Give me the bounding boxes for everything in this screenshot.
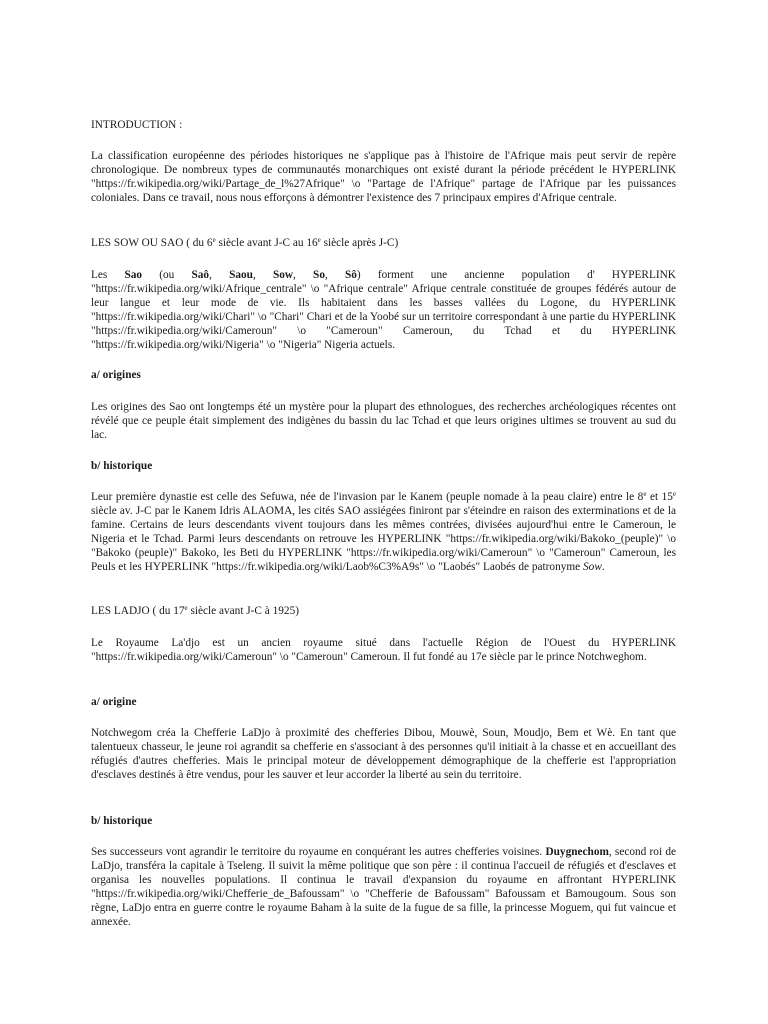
sao-hist-sow-italic: Sow xyxy=(583,561,602,574)
ladjo-title-sup: e xyxy=(184,604,188,612)
comma-separator: , xyxy=(293,269,314,281)
sao-name-variant-2: Saou xyxy=(229,269,253,281)
comma-separator: , xyxy=(209,269,230,281)
sao-title-start: LES SOW OU SAO ( du 6 xyxy=(91,237,213,249)
ladjo-intro-paragraph: Le Royaume La'djo est un ancien royaume situé dans l'actuelle Région de l'Ouest du HYPERLINK "https://fr.wikipedia.org/wiki/Cameroun" \o "Cameroun" Cameroun. Il fut fondé au 17e siècle par le prince Notchweghom. xyxy=(91,637,676,664)
ladjo-hist-text-b: , second roi de LaDjo, transféra la capitale à Tseleng. Il suivit la même politique que son père : il continua l'accueil de réfugiés et d'esclaves et organisa les nouvelles populations. Il continua le travail d'expansion du royaume en affrontant HYPERLINK "https://fr.wikipedia.org/wiki/Chefferie_de_Bafoussam" \o "Chefferie de Bafoussam" Bafoussam et Bamougoum. Sous son règne, LaDjo entra en guerre contre le royaume Baham à la suite de la fugue de sa fille, la princesse Moguem, qui fut vaincue et annexée. xyxy=(91,846,676,929)
sao-origines-heading: a/ origines xyxy=(91,369,141,381)
comma-separator: , xyxy=(324,269,345,281)
ladjo-hist-text-a: Ses successeurs vont agrandir le territoire du royaume en conquérant les autres chefferies voisines. xyxy=(91,846,546,858)
comma-separator: , xyxy=(252,269,273,281)
ladjo-origine-paragraph: Notchwegom créa la Chefferie LaDjo à proximité des chefferies Dibou, Mouwè, Soun, Moudjo, Bem et Wè. En tant que talentueux chasseur, le jeune roi agrandit sa chefferie en s'associant à des personnes qu'il initiait à la chasse et en accueillant des réfugiés d'autres chefferies. Mais le principal moteur de développement démographique de la chefferie est l'appropriation d'esclaves destinés à être vendus, pour les sauver et leur accorder la liberté au sein du territoire. xyxy=(91,727,676,782)
sao-text-ou: (ou xyxy=(142,269,192,281)
sao-name-variant-5: Sô xyxy=(344,269,357,281)
sao-name: Sao xyxy=(124,269,143,281)
sao-text-les: Les xyxy=(91,269,125,281)
sao-hist-text-b: et 15 xyxy=(646,491,673,503)
ladjo-origine-heading: a/ origine xyxy=(91,696,137,708)
sao-name-variant-1: Saô xyxy=(191,269,210,281)
ladjo-title-end: siècle avant J-C à 1925) xyxy=(187,605,299,617)
ladjo-hist-king-name: Duygnechom xyxy=(545,846,609,858)
sao-title-sup-1: e xyxy=(212,236,216,244)
sao-hist-sup-2: e xyxy=(672,490,676,498)
sao-name-variant-3: Sow xyxy=(272,269,294,281)
sao-hist-text-c: siècle av. J-C par le Kanem Idris ALAOMA, les cités SAO assiégées finiront par s'éteindre en raison des exterminations et de la famine. Certains de leurs descendants vivent toujours dans les mêmes contrées, divisées aujourd'hui entre le Cameroun, le Nigeria et le Tchad. Parmi leurs descendants on retrouve les HYPERLINK "https://fr.wikipedia.org/wiki/Bakoko_(peuple)" \o "Bakoko (peuple)" Bakoko, les Beti du HYPERLINK "https://fr.wikipedia.org/wiki/Cameroun" \o "Cameroun" Cameroun, les Peuls et les HYPERLINK "https://fr.wikipedia.org/wiki/Laob%C3%A9s" \o "Laobés" Laobés de patronyme xyxy=(91,505,676,574)
sao-name-variant-4: So xyxy=(313,269,325,281)
ladjo-title-start: LES LADJO ( du 17 xyxy=(91,605,185,617)
sao-title-end: siècle après J-C) xyxy=(320,237,399,249)
sao-historique-heading: b/ historique xyxy=(91,460,153,472)
sao-title-sup-2: e xyxy=(317,236,321,244)
sao-hist-text-a: Leur première dynastie est celle des Sefuwa, née de l'invasion par le Kanem (peuple nomade à la peau claire) entre le 8 xyxy=(91,491,644,503)
intro-heading: INTRODUCTION : xyxy=(91,119,183,131)
intro-paragraph: La classification européenne des périodes historiques ne s'applique pas à l'histoire de l'Afrique mais peut servir de repère chronologique. De nombreux types de communautés monarchiques ont existé durant la période précédent le HYPERLINK "https://fr.wikipedia.org/wiki/Partage_de_l%27Afrique" \o "Partage de l'Afrique" partage de l'Afrique par les puissances coloniales. Dans ce travail, nous nous efforçons à démontrer l'existence des 7 principaux empires d'Afrique centrale. xyxy=(91,150,676,205)
sao-historique-paragraph xyxy=(91,490,676,575)
sao-hist-end: . xyxy=(601,561,605,574)
sao-hist-sup-1: e xyxy=(643,490,647,498)
sao-title-mid: siècle avant J-C au 16 xyxy=(215,237,318,249)
sao-origines-paragraph: Les origines des Sao ont longtemps été un mystère pour la plupart des ethnologues, des recherches archéologiques récentes ont révélé que ce peuple était simplement des indigènes du bassin du lac Tchad et que leurs origines ultimes se trouvent au sud du lac. xyxy=(91,401,676,442)
sao-section-title xyxy=(91,236,676,250)
ladjo-section-title xyxy=(91,604,676,618)
sao-intro-rest: ) forment une ancienne population d' HYPERLINK "https://fr.wikipedia.org/wiki/Afrique_centrale" \o "Afrique centrale" Afrique centrale constituée de groupes fédérés autour de leur langue et leur mode de vie. Ils habitaient dans les basses vallées du Logone, du HYPERLINK "https://fr.wikipedia.org/wiki/Chari" \o "Chari" Chari et de la Yoobé sur un territoire correspondant à une partie du HYPERLINK "https://fr.wikipedia.org/wiki/Cameroun" \o "Cameroun" Cameroun, du Tchad et du HYPERLINK "https://fr.wikipedia.org/wiki/Nigeria" \o "Nigeria" Nigeria actuels. xyxy=(91,269,676,352)
ladjo-historique-heading: b/ historique xyxy=(91,815,153,827)
ladjo-historique-paragraph xyxy=(91,845,676,930)
sao-intro-paragraph xyxy=(91,268,676,353)
